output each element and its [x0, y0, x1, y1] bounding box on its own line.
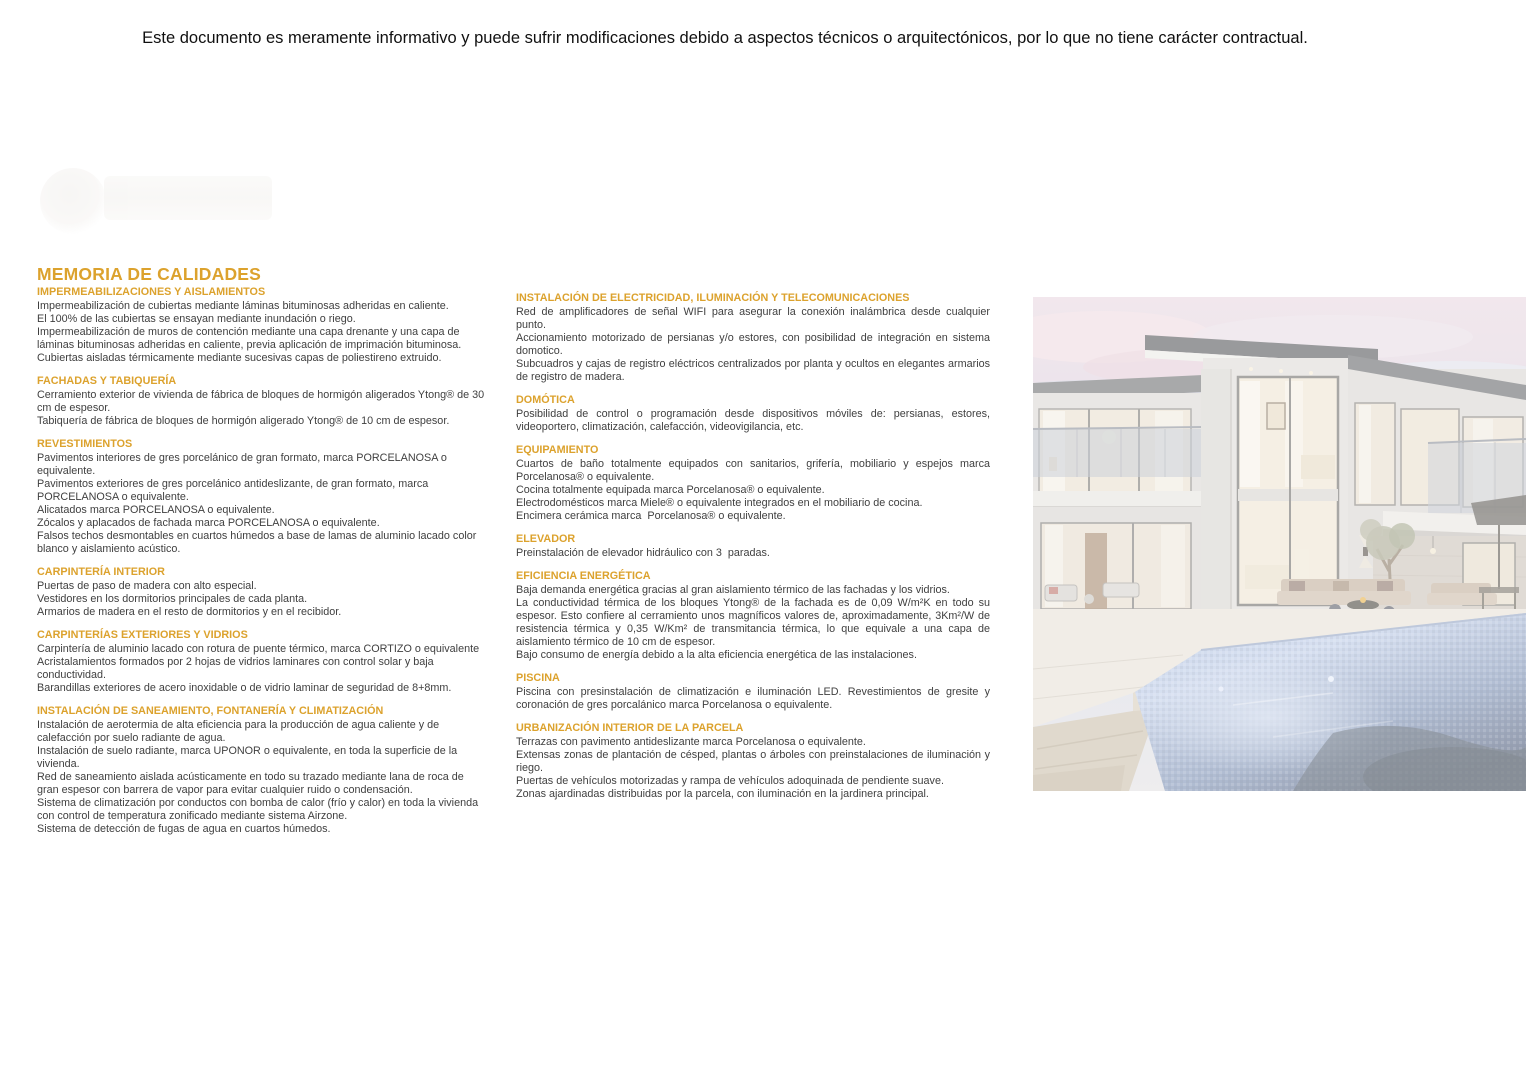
- spec-paragraph: Extensas zonas de plantación de césped, plantas o árboles con preinstalaciones de iluminación y riego.: [516, 749, 993, 774]
- spec-paragraph: Sistema de detección de fugas de agua en cuartos húmedos.: [37, 823, 331, 835]
- watermark-logo-wordmark: [104, 176, 272, 220]
- spec-paragraph: Zonas ajardinadas distribuidas por la parcela, con iluminación en la jardinera principal.: [516, 788, 929, 800]
- spec-section: [516, 444, 993, 523]
- spec-paragraph: Acristalamientos formados por 2 hojas de vidrios laminares con control solar y baja conductividad.: [37, 656, 437, 681]
- section-heading: IMPERMEABILIZACIONES Y AISLAMIENTOS: [37, 286, 266, 298]
- spec-section: [37, 286, 485, 365]
- section-heading: ELEVADOR: [516, 533, 576, 545]
- spec-paragraph: Pavimentos exteriores de gres porcelánico antideslizante, de gran formato, marca PORCELANOSA o equivalente.: [37, 478, 432, 503]
- section-heading: INSTALACIÓN DE ELECTRICIDAD, ILUMINACIÓN Y TELECOMUNICACIONES: [516, 292, 910, 304]
- spec-paragraph: Armarios de madera en el resto de dormitorios y en el recibidor.: [37, 606, 342, 618]
- spec-paragraph: Tabiquería de fábrica de bloques de hormigón aligerado Ytong® de 10 cm de espesor.: [37, 415, 450, 427]
- spec-paragraph: Red de amplificadores de señal WIFI para asegurar la conexión inalámbrica desde cualquier punto.: [516, 306, 993, 331]
- spec-section: [37, 375, 488, 428]
- section-heading: REVESTIMIENTOS: [37, 438, 133, 450]
- spec-paragraph: Falsos techos desmontables en cuartos húmedos a base de lamas de aluminio lacado color blanco y aislamiento acústico.: [37, 530, 480, 555]
- spec-section: [37, 705, 485, 836]
- spec-paragraph: Pavimentos interiores de gres porcelánico de gran formato, marca PORCELANOSA o equivalente.: [37, 452, 450, 477]
- spec-column-right: [516, 292, 993, 811]
- spec-paragraph: Barandillas exteriores de acero inoxidable o de vidrio laminar de seguridad de 8+8mm.: [37, 682, 452, 694]
- spec-paragraph: Impermeabilización de cubiertas mediante láminas bituminosas adheridas en caliente.: [37, 300, 449, 312]
- section-heading: INSTALACIÓN DE SANEAMIENTO, FONTANERÍA Y CLIMATIZACIÓN: [37, 705, 384, 717]
- spec-section: [516, 292, 993, 384]
- spec-section: [516, 533, 990, 560]
- spec-paragraph: Bajo consumo de energía debido a la alta eficiencia energética de las instalaciones.: [516, 649, 917, 661]
- spec-paragraph: Cuartos de baño totalmente equipados con sanitarios, grifería, mobiliario y espejos marca Porcelanosa® o equivalente.: [516, 458, 993, 483]
- section-heading: EFICIENCIA ENERGÉTICA: [516, 570, 651, 582]
- spec-paragraph: El 100% de las cubiertas se ensayan mediante inundación o riego.: [37, 313, 356, 325]
- spec-paragraph: La conductividad térmica de los bloques Ytong® de la fachada es de 0,09 W/m²K en todo su espesor. Esto confiere al cerramiento unos magníficos valores de, aproximadamente, 3Km²/W de resistencia térmica y 0,35 W/Km² de transmitancia térmica, lo que equivale a una capa de aislamiento térmico de 10 cm de espesor.: [516, 597, 993, 648]
- spec-section: [516, 722, 993, 801]
- spec-paragraph: Preinstalación de elevador hidráulico con 3 paradas.: [516, 547, 770, 559]
- spec-paragraph: Cocina totalmente equipada marca Porcelanosa® o equivalente.: [516, 484, 825, 496]
- spec-column-left: [37, 286, 488, 846]
- section-heading: URBANIZACIÓN INTERIOR DE LA PARCELA: [516, 722, 744, 734]
- spec-paragraph: Alicatados marca PORCELANOSA o equivalente.: [37, 504, 275, 516]
- spec-paragraph: Sistema de climatización por conductos con bomba de calor (frío y calor) en toda la vivienda con control de temperatura zonificado mediante sistema Airzone.: [37, 797, 482, 822]
- watermark-logo-mark: [40, 168, 106, 234]
- spec-section: [516, 570, 993, 662]
- spec-paragraph: Subcuadros y cajas de registro eléctricos centralizados por planta y ocultos en elegantes armarios de registro de madera.: [516, 358, 993, 383]
- section-heading: DOMÓTICA: [516, 394, 575, 406]
- spec-paragraph: Accionamiento motorizado de persianas y/o estores, con posibilidad de integración en sistema domotico.: [516, 332, 993, 357]
- section-heading: CARPINTERÍA INTERIOR: [37, 566, 165, 578]
- spec-paragraph: Cubiertas aisladas térmicamente mediante sucesivas capas de poliestireno extruido.: [37, 352, 442, 364]
- spec-paragraph: Encimera cerámica marca Porcelanosa® o equivalente.: [516, 510, 786, 522]
- spec-section: [516, 394, 993, 434]
- watermark-logo: [40, 168, 275, 238]
- spec-paragraph: Cerramiento exterior de vivienda de fábrica de bloques de hormigón aligerados Ytong® de 30 cm de espesor.: [37, 389, 488, 414]
- spec-paragraph: Vestidores en los dormitorios principales de cada planta.: [37, 593, 308, 605]
- spec-paragraph: Posibilidad de control o programación desde dispositivos móviles de: persianas, estores, videoportero, climatización, calefacción, videovigilancia, etc.: [516, 408, 993, 433]
- spec-paragraph: Zócalos y aplacados de fachada marca PORCELANOSA o equivalente.: [37, 517, 380, 529]
- spec-paragraph: Puertas de paso de madera con alto especial.: [37, 580, 257, 592]
- spec-paragraph: Red de saneamiento aislada acústicamente en todo su trazado mediante lana de roca de gran espesor con barrera de vapor para evitar cualquier ruido o condensación.: [37, 771, 467, 796]
- spec-paragraph: Baja demanda energética gracias al gran aislamiento térmico de las fachadas y los vidrios.: [516, 584, 950, 596]
- villa-render-svg: [1033, 297, 1526, 791]
- section-heading: FACHADAS Y TABIQUERÍA: [37, 375, 177, 387]
- spec-paragraph: Instalación de suelo radiante, marca UPONOR o equivalente, en toda la superficie de la vivienda.: [37, 745, 461, 770]
- spec-paragraph: Terrazas con pavimento antideslizante marca Porcelanosa o equivalente.: [516, 736, 866, 748]
- spec-paragraph: Impermeabilización de muros de contención mediante una capa drenante y una capa de láminas bituminosas adheridas en caliente, previa aplicación de imprimación bituminosa.: [37, 326, 463, 351]
- section-heading: EQUIPAMIENTO: [516, 444, 599, 456]
- spec-paragraph: Carpintería de aluminio lacado con rotura de puente térmico, marca CORTIZO o equivalente: [37, 643, 480, 655]
- section-heading: CARPINTERÍAS EXTERIORES Y VIDRIOS: [37, 629, 248, 641]
- spec-section: [37, 438, 485, 556]
- spec-paragraph: Piscina con presinstalación de climatización e iluminación LED. Revestimientos de gresite y coronación de gres porcalánico marca Porcelanosa o equivalente.: [516, 686, 993, 711]
- spec-section: [37, 629, 485, 695]
- villa-render-image: [1033, 297, 1526, 791]
- spec-section: [516, 672, 993, 712]
- spec-section: [37, 566, 485, 619]
- fade-overlay: [1033, 297, 1526, 791]
- spec-paragraph: Instalación de aerotermia de alta eficiencia para la producción de agua caliente y de calefacción por suelo radiante de agua.: [37, 719, 443, 744]
- section-heading: PISCINA: [516, 672, 560, 684]
- spec-paragraph: Electrodomésticos marca Miele® o equivalente integrados en el mobiliario de cocina.: [516, 497, 923, 509]
- disclaimer-text: Este documento es meramente informativo y puede sufrir modificaciones debido a aspectos técnicos o arquitectónicos, por lo que no tiene carácter contractual.: [142, 29, 1308, 47]
- spec-paragraph: Puertas de vehículos motorizadas y rampa de vehículos adoquinada de pendiente suave.: [516, 775, 944, 787]
- page-title: MEMORIA DE CALIDADES: [37, 263, 262, 284]
